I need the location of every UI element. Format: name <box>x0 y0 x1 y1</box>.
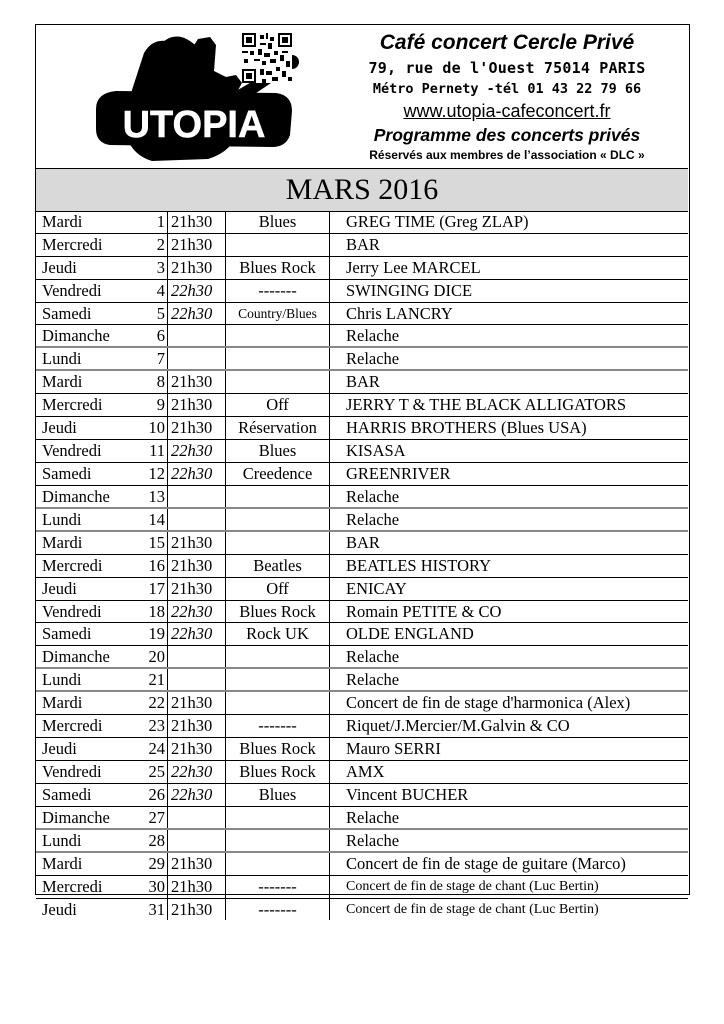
day-cell: Samedi <box>42 624 92 644</box>
time-cell: 21h30 <box>167 257 225 279</box>
artist-cell: Relache <box>329 646 688 667</box>
genre-cell <box>225 830 329 851</box>
day-cell: Dimanche <box>42 326 110 346</box>
day-cell: Mardi <box>42 532 83 552</box>
artist-cell: Romain PETITE & CO <box>329 601 688 623</box>
artist-cell: Mauro SERRI <box>329 738 688 760</box>
date-number-cell: 23 <box>148 716 165 736</box>
day-cell: Lundi <box>42 509 82 529</box>
artist-cell: BAR <box>329 532 688 554</box>
artist-cell: Riquet/J.Mercier/M.Galvin & CO <box>329 715 688 737</box>
genre-cell <box>225 853 329 875</box>
genre-cell <box>225 532 329 554</box>
venue-title: Café concert Cercle Privé <box>379 31 635 54</box>
artist-cell: HARRIS BROTHERS (Blues USA) <box>329 417 688 439</box>
artist-cell: Relache <box>329 486 688 507</box>
table-row <box>36 646 688 669</box>
date-number-cell: 8 <box>156 372 165 392</box>
time-cell: 22h30 <box>167 303 225 325</box>
day-cell: Vendredi <box>42 601 102 621</box>
date-number-cell: 5 <box>156 303 165 323</box>
genre-cell: Réservation <box>225 417 329 439</box>
artist-cell: Concert de fin de stage de chant (Luc Bertin) <box>329 876 688 898</box>
genre-cell: ------- <box>225 715 329 737</box>
time-cell <box>167 646 225 667</box>
genre-cell <box>225 486 329 507</box>
artist-cell: Relache <box>329 348 688 369</box>
artist-cell: KISASA <box>329 440 688 462</box>
date-number-cell: 2 <box>156 234 165 254</box>
genre-cell: ------- <box>225 876 329 898</box>
artist-cell: Relache <box>329 830 688 851</box>
qr-code-icon <box>242 33 292 83</box>
day-cell: Lundi <box>42 349 82 369</box>
time-cell <box>167 486 225 507</box>
day-cell: Jeudi <box>42 257 77 277</box>
day-cell: Mercredi <box>42 395 103 415</box>
artist-cell: Concert de fin de stage d'harmonica (Alex) <box>329 692 688 714</box>
time-cell: 21h30 <box>167 876 225 898</box>
table-row <box>36 692 688 715</box>
date-number-cell: 31 <box>148 899 165 919</box>
genre-cell: Blues Rock <box>225 601 329 623</box>
date-number-cell: 21 <box>148 670 165 690</box>
table-row <box>36 555 688 578</box>
time-cell: 22h30 <box>167 761 225 783</box>
artist-cell: Jerry Lee MARCEL <box>329 257 688 279</box>
date-number-cell: 19 <box>148 624 165 644</box>
genre-cell: Blues <box>225 784 329 806</box>
time-cell <box>167 669 225 690</box>
date-number-cell: 13 <box>148 486 165 506</box>
time-cell: 21h30 <box>167 692 225 714</box>
date-number-cell: 30 <box>148 876 165 896</box>
artist-cell: JERRY T & THE BLACK ALLIGATORS <box>329 394 688 416</box>
time-cell: 21h30 <box>167 715 225 737</box>
table-row <box>36 578 688 601</box>
date-number-cell: 29 <box>148 853 165 873</box>
genre-cell <box>225 646 329 667</box>
artist-cell: Concert de fin de stage de guitare (Marco) <box>329 853 688 875</box>
members-notice: Réservés aux membres de l’association « DLC » <box>369 148 645 162</box>
header <box>36 25 688 168</box>
time-cell: 21h30 <box>167 532 225 554</box>
artist-cell: ENICAY <box>329 578 688 600</box>
date-number-cell: 7 <box>156 349 165 369</box>
date-number-cell: 9 <box>156 395 165 415</box>
table-row <box>36 257 688 280</box>
day-cell: Mardi <box>42 212 83 231</box>
time-cell: 22h30 <box>167 280 225 302</box>
day-cell: Mercredi <box>42 876 103 896</box>
date-number-cell: 10 <box>148 418 165 438</box>
time-cell: 21h30 <box>167 371 225 393</box>
table-row <box>36 440 688 463</box>
table-row <box>36 715 688 738</box>
genre-cell: Blues Rock <box>225 257 329 279</box>
artist-cell: Relache <box>329 509 688 530</box>
date-number-cell: 26 <box>148 784 165 804</box>
program-heading: Programme des concerts privés <box>373 125 641 145</box>
time-cell <box>167 830 225 851</box>
table-row <box>36 325 688 348</box>
date-number-cell: 18 <box>148 601 165 621</box>
time-cell <box>167 509 225 530</box>
day-cell: Lundi <box>42 830 82 850</box>
day-cell: Dimanche <box>42 486 110 506</box>
time-cell: 21h30 <box>167 853 225 875</box>
venue-address: 79, rue de l'Ouest 75014 PARIS <box>368 59 646 77</box>
artist-cell: BAR <box>329 234 688 256</box>
date-number-cell: 24 <box>148 739 165 759</box>
table-row <box>36 830 688 853</box>
date-number-cell: 17 <box>148 578 165 598</box>
time-cell: 21h30 <box>167 899 225 921</box>
time-cell: 21h30 <box>167 417 225 439</box>
table-row <box>36 371 688 394</box>
day-cell: Mercredi <box>42 234 103 254</box>
day-cell: Vendredi <box>42 441 102 461</box>
date-number-cell: 14 <box>148 509 165 529</box>
table-row <box>36 761 688 784</box>
date-number-cell: 1 <box>156 212 165 231</box>
day-cell: Mercredi <box>42 555 103 575</box>
time-cell: 21h30 <box>167 578 225 600</box>
table-row <box>36 601 688 624</box>
artist-cell: GREG TIME (Greg ZLAP) <box>329 211 688 233</box>
genre-cell <box>225 807 329 828</box>
time-cell: 22h30 <box>167 623 225 645</box>
table-row <box>36 738 688 761</box>
genre-cell: Beatles <box>225 555 329 577</box>
day-cell: Jeudi <box>42 578 77 598</box>
date-number-cell: 15 <box>148 532 165 552</box>
time-cell: 22h30 <box>167 601 225 623</box>
table-row <box>36 669 688 692</box>
artist-cell: Relache <box>329 669 688 690</box>
artist-cell: BAR <box>329 371 688 393</box>
time-cell <box>167 807 225 828</box>
day-cell: Vendredi <box>42 280 102 300</box>
table-row <box>36 211 688 234</box>
time-cell <box>167 348 225 369</box>
artist-cell: OLDE ENGLAND <box>329 623 688 645</box>
artist-cell: AMX <box>329 761 688 783</box>
genre-cell: Rock UK <box>225 623 329 645</box>
genre-cell <box>225 325 329 346</box>
genre-cell: Off <box>225 578 329 600</box>
date-number-cell: 3 <box>156 257 165 277</box>
time-cell: 21h30 <box>167 394 225 416</box>
table-row <box>36 280 688 303</box>
day-cell: Jeudi <box>42 899 77 919</box>
date-number-cell: 22 <box>148 693 165 713</box>
table-row <box>36 303 688 326</box>
date-number-cell: 11 <box>149 441 165 461</box>
genre-cell <box>225 669 329 690</box>
artist-cell: Relache <box>329 807 688 828</box>
day-cell: Mardi <box>42 372 83 392</box>
genre-cell <box>225 348 329 369</box>
date-number-cell: 25 <box>148 762 165 782</box>
genre-cell: Country/Blues <box>225 303 329 325</box>
time-cell <box>167 325 225 346</box>
artist-cell: Chris LANCRY <box>329 303 688 325</box>
genre-cell: ------- <box>225 899 329 921</box>
genre-cell: ------- <box>225 280 329 302</box>
artist-cell: Vincent BUCHER <box>329 784 688 806</box>
table-row <box>36 623 688 646</box>
date-number-cell: 6 <box>156 326 165 346</box>
artist-cell: GREENRIVER <box>329 463 688 485</box>
table-row <box>36 348 688 371</box>
day-cell: Dimanche <box>42 647 110 667</box>
day-cell: Lundi <box>42 670 82 690</box>
table-row <box>36 463 688 486</box>
day-cell: Samedi <box>42 464 92 484</box>
table-row <box>36 486 688 509</box>
date-number-cell: 12 <box>148 464 165 484</box>
time-cell: 21h30 <box>167 211 225 233</box>
table-row <box>36 417 688 440</box>
artist-cell: BEATLES HISTORY <box>329 555 688 577</box>
table-row <box>36 234 688 257</box>
time-cell: 21h30 <box>167 738 225 760</box>
day-cell: Vendredi <box>42 762 102 782</box>
table-row <box>36 853 688 876</box>
day-cell: Samedi <box>42 303 92 323</box>
genre-cell: Creedence <box>225 463 329 485</box>
genre-cell <box>225 509 329 530</box>
logo-text: UTOPIA <box>122 104 266 146</box>
date-number-cell: 16 <box>148 555 165 575</box>
time-cell: 22h30 <box>167 440 225 462</box>
venue-info <box>326 27 688 163</box>
genre-cell: Blues <box>225 440 329 462</box>
genre-cell: Blues Rock <box>225 761 329 783</box>
genre-cell <box>225 692 329 714</box>
genre-cell <box>225 371 329 393</box>
table-row <box>36 394 688 417</box>
table-row <box>36 899 688 921</box>
date-number-cell: 4 <box>156 280 165 300</box>
artist-cell: SWINGING DICE <box>329 280 688 302</box>
schedule-table <box>36 211 688 920</box>
day-cell: Jeudi <box>42 739 77 759</box>
day-cell: Samedi <box>42 784 92 804</box>
day-cell: Mardi <box>42 693 83 713</box>
time-cell: 21h30 <box>167 234 225 256</box>
table-row <box>36 784 688 807</box>
month-title: MARS 2016 <box>36 168 688 212</box>
genre-cell: Off <box>225 394 329 416</box>
program-sheet <box>35 24 690 919</box>
day-cell: Mercredi <box>42 716 103 736</box>
artist-cell: Concert de fin de stage de chant (Luc Bertin) <box>329 899 688 921</box>
genre-cell <box>225 234 329 256</box>
time-cell: 22h30 <box>167 784 225 806</box>
venue-metro-phone: Métro Pernety -tél 01 43 22 79 66 <box>372 81 642 97</box>
table-row <box>36 509 688 532</box>
day-cell: Mardi <box>42 853 83 873</box>
date-number-cell: 27 <box>148 807 165 827</box>
table-row <box>36 807 688 830</box>
day-cell: Dimanche <box>42 807 110 827</box>
genre-cell: Blues Rock <box>225 738 329 760</box>
date-number-cell: 28 <box>148 830 165 850</box>
date-number-cell: 20 <box>148 647 165 667</box>
time-cell: 22h30 <box>167 463 225 485</box>
artist-cell: Relache <box>329 325 688 346</box>
genre-cell: Blues <box>225 211 329 233</box>
table-row <box>36 876 688 899</box>
venue-website-link[interactable]: www.utopia-cafeconcert.fr <box>403 101 611 121</box>
table-row <box>36 532 688 555</box>
day-cell: Jeudi <box>42 418 77 438</box>
time-cell: 21h30 <box>167 555 225 577</box>
